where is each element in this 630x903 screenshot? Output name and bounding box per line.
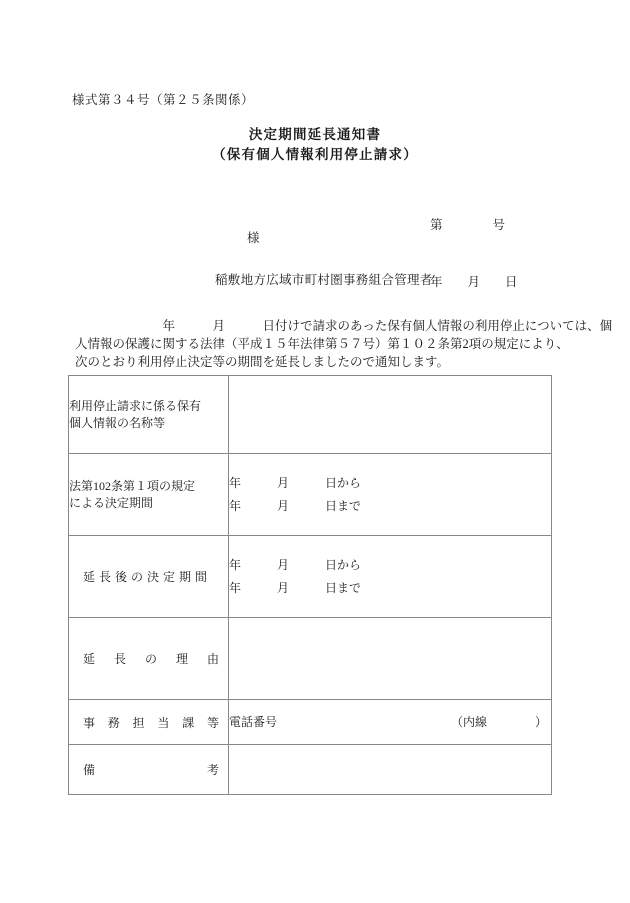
row-label-extension-reason	[69, 618, 229, 700]
date-to-line: 年 月 日まで	[229, 498, 362, 513]
addressee-line: 様	[247, 231, 260, 245]
row-label-department	[69, 700, 229, 745]
body-line: 次のとおり利用停止決定等の期間を延長しましたので通知します。	[75, 355, 450, 369]
table-row	[69, 536, 552, 618]
date-to-line: 年 月 日まで	[229, 580, 362, 595]
row-label-line: 事務担当課等	[83, 715, 219, 730]
document-number-line: 第 号	[430, 218, 506, 232]
form-number: 様式第３４号（第２５条関係）	[72, 93, 255, 107]
table-row	[69, 700, 552, 745]
row-label-original-period	[69, 454, 229, 536]
row-label-line: 個人情報の名称等	[69, 415, 166, 430]
row-value-original-period[interactable]	[229, 454, 552, 536]
issuer-name: 稲敷地方広域市町村圏事務組合管理者	[215, 273, 433, 287]
document-date-line: 年 月 日	[430, 275, 518, 289]
form-table	[68, 375, 552, 795]
document-subtitle: （保有個人情報利用停止請求）	[212, 147, 418, 162]
body-line: 年 月 日付けで請求のあった保有個人情報の利用停止については、個	[75, 319, 613, 333]
table-row	[69, 376, 552, 454]
table-row	[69, 454, 552, 536]
body-paragraph	[75, 317, 613, 371]
date-from-line: 年 月 日から	[229, 557, 362, 572]
body-line: 人情報の保護に関する法律（平成１５年法律第５７号）第１０２条第2項の規定により、	[75, 337, 569, 351]
row-label-line: による決定期間	[69, 495, 154, 510]
row-value-remarks[interactable]	[229, 745, 552, 795]
row-label-line: 法第102条第１項の規定	[69, 478, 196, 493]
table-row	[69, 745, 552, 795]
row-value-extension-reason[interactable]	[229, 618, 552, 700]
row-label-remarks	[69, 745, 229, 795]
row-label-line: 備考	[83, 763, 219, 777]
document-title: 決定期間延長通知書	[248, 127, 382, 142]
row-value-department-phone[interactable]: 電話番号 （内線 ）	[229, 700, 552, 745]
title-block	[0, 125, 630, 165]
date-from-line: 年 月 日から	[229, 475, 362, 490]
row-label-extended-period	[69, 536, 229, 618]
row-label-line: 延長の理由	[83, 652, 219, 666]
row-label-target-information	[69, 376, 229, 454]
row-label-line: 利用停止請求に係る保有	[69, 398, 202, 413]
row-value-target-information[interactable]	[229, 376, 552, 454]
row-label-line: 延長後の決定期間	[83, 570, 207, 584]
row-value-extended-period[interactable]	[229, 536, 552, 618]
table-row	[69, 618, 552, 700]
document-meta	[430, 178, 518, 330]
